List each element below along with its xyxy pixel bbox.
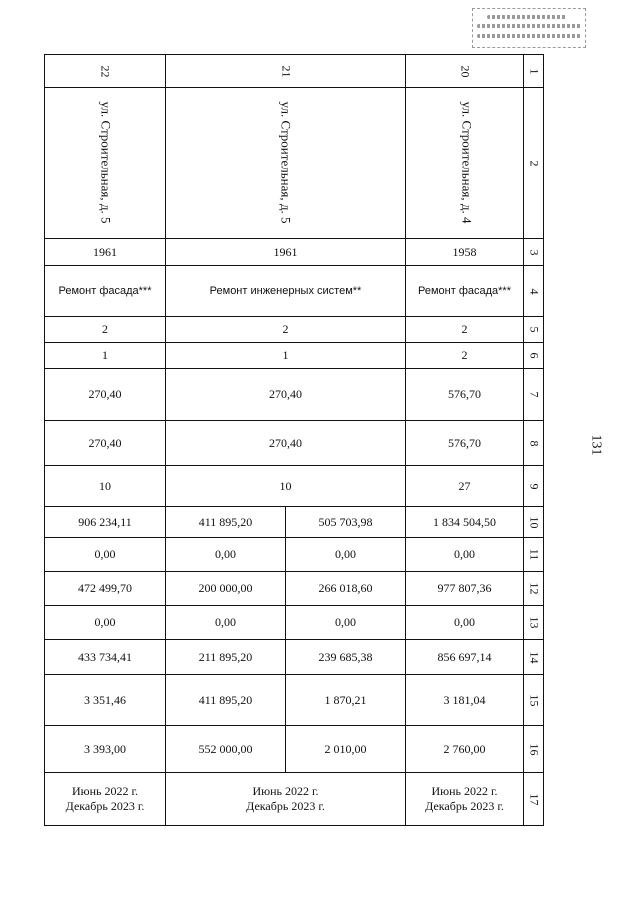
table-cell: 2 010,00 [286, 726, 406, 773]
table-cell: 2 [45, 317, 166, 343]
table-cell: 0,00 [166, 538, 286, 572]
table-row [45, 466, 544, 507]
table-cell: 505 703,98 [286, 507, 406, 538]
period-cell [166, 773, 406, 826]
table-cell: 10 [166, 466, 406, 507]
table-cell: 270,40 [166, 369, 406, 421]
table-cell: 270,40 [45, 369, 166, 421]
table-cell: 411 895,20 [166, 507, 286, 538]
row-number: 1 [527, 68, 541, 74]
table-row [45, 421, 544, 466]
table-row [45, 55, 544, 88]
table-row [45, 640, 544, 675]
table-cell: 0,00 [286, 538, 406, 572]
period-cell [45, 773, 166, 826]
row-number: 15 [527, 694, 541, 706]
year-cell: 1961 [45, 239, 166, 266]
table-row [45, 266, 544, 317]
period-end: Декабрь 2023 г. [425, 799, 504, 813]
table-cell: 2 [166, 317, 406, 343]
table-cell: 3 393,00 [45, 726, 166, 773]
page-number: 131 [588, 434, 604, 456]
table-row [45, 572, 544, 606]
table-cell: 270,40 [45, 421, 166, 466]
table-cell: 1 [45, 343, 166, 369]
period-end: Декабрь 2023 г. [65, 799, 145, 813]
address-cell: ул. Строительная, д. 4 [459, 101, 475, 224]
row-number: 4 [527, 288, 541, 294]
table-cell: 2 [406, 343, 524, 369]
table-cell: 1 [166, 343, 406, 369]
table-cell: 0,00 [406, 606, 524, 640]
column-number-22: 22 [98, 65, 113, 77]
data-table [44, 54, 544, 826]
table-cell: 3 351,46 [45, 675, 166, 726]
row-number: 7 [527, 391, 541, 398]
table-row [45, 88, 544, 239]
table-row [45, 239, 544, 266]
table-cell: 411 895,20 [166, 675, 286, 726]
table-cell: 977 807,36 [406, 572, 524, 606]
row-number: 11 [527, 548, 541, 561]
work-type-cell: Ремонт фасада*** [45, 266, 166, 317]
period-start: Июнь 2022 г. [71, 784, 139, 798]
table-cell: 0,00 [166, 606, 286, 640]
row-number: 16 [527, 743, 541, 755]
table-cell: 472 499,70 [45, 572, 166, 606]
year-cell: 1958 [406, 239, 524, 266]
table-cell: 2 760,00 [406, 726, 524, 773]
column-number-21: 21 [279, 65, 293, 77]
row-number: 13 [527, 616, 541, 629]
table-row [45, 343, 544, 369]
row-number: 17 [527, 793, 541, 805]
row-number: 10 [527, 516, 541, 528]
table-cell: 0,00 [45, 538, 166, 572]
table-row [45, 726, 544, 773]
table-cell: 266 018,60 [286, 572, 406, 606]
address-cell: ул. Строительная, д. 5 [278, 101, 293, 224]
address-cell: ул. Строительная, д. 5 [98, 101, 114, 224]
table-cell: 856 697,14 [406, 640, 524, 675]
period-end: Декабрь 2023 г. [246, 799, 325, 813]
table-cell: 0,00 [406, 538, 524, 572]
table-cell: 433 734,41 [45, 640, 166, 675]
table-cell: 0,00 [286, 606, 406, 640]
table-cell: 270,40 [166, 421, 406, 466]
column-number-20: 20 [458, 65, 472, 77]
period-start: Июнь 2022 г. [252, 784, 319, 798]
row-number: 3 [527, 249, 541, 255]
table-cell: 27 [406, 466, 524, 507]
table-cell: 576,70 [406, 369, 524, 421]
row-number: 5 [527, 326, 541, 333]
document-stamp [472, 8, 586, 48]
row-number: 2 [527, 160, 541, 166]
row-number: 14 [527, 651, 541, 663]
table-cell: 3 181,04 [406, 675, 524, 726]
table-cell: 239 685,38 [286, 640, 406, 675]
period-cell [406, 773, 524, 826]
table-cell: 552 000,00 [166, 726, 286, 773]
table-cell: 1 834 504,50 [406, 507, 524, 538]
table-row [45, 606, 544, 640]
table-cell: 1 870,21 [286, 675, 406, 726]
table-cell: 211 895,20 [166, 640, 286, 675]
table-cell: 10 [45, 466, 166, 507]
table-cell: 906 234,11 [45, 507, 166, 538]
table-row [45, 538, 544, 572]
table-row [45, 369, 544, 421]
row-number: 8 [527, 440, 541, 446]
table-cell: 0,00 [45, 606, 166, 640]
table-row [45, 675, 544, 726]
table-row [45, 773, 544, 826]
table-cell: 2 [406, 317, 524, 343]
table-cell: 576,70 [406, 421, 524, 466]
work-type-cell: Ремонт инженерных систем** [166, 266, 406, 317]
table-row [45, 507, 544, 538]
row-number: 12 [527, 582, 541, 595]
table-cell: 200 000,00 [166, 572, 286, 606]
row-number: 6 [527, 352, 541, 359]
year-cell: 1961 [166, 239, 406, 266]
period-start: Июнь 2022 г. [431, 784, 498, 798]
work-type-cell: Ремонт фасада*** [406, 266, 524, 317]
row-number: 9 [527, 483, 541, 489]
table-row [45, 317, 544, 343]
